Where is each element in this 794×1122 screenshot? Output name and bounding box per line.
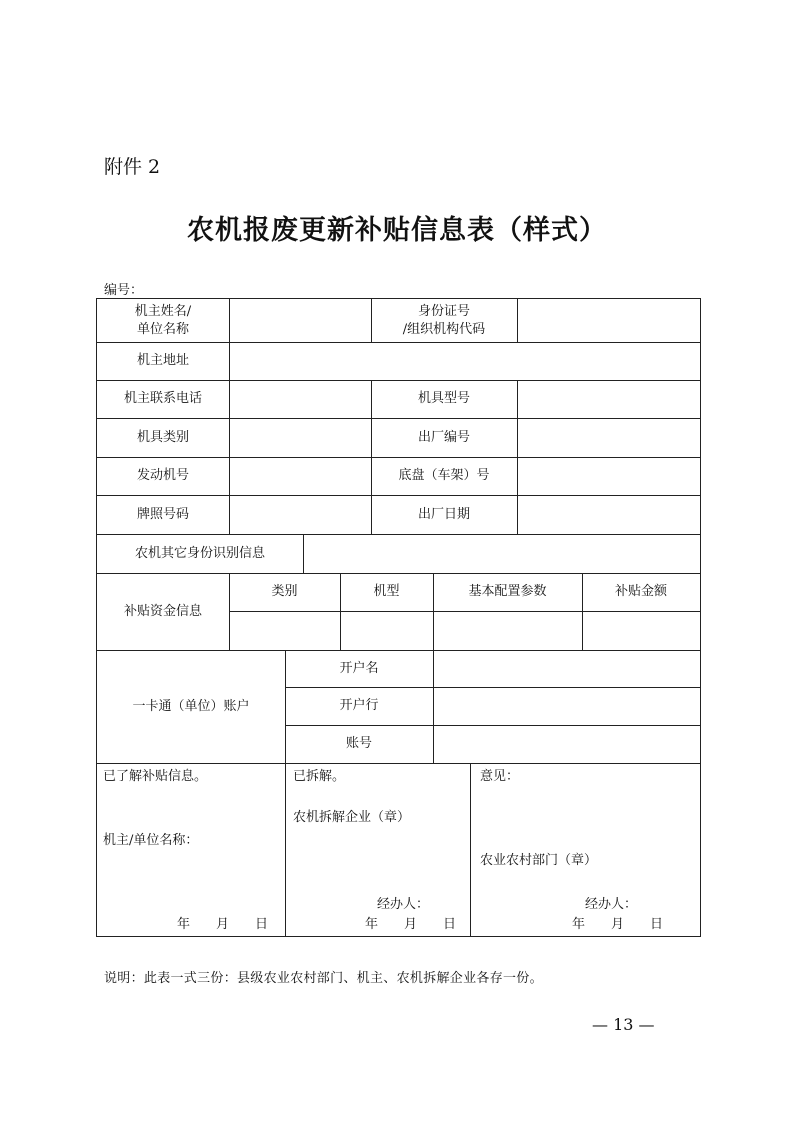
subsidy-model-field[interactable]: [340, 611, 433, 650]
subsidy-info-form: [96, 298, 701, 937]
subsidy-header-config: 基本配置参数: [468, 584, 547, 599]
owner-name-field[interactable]: [229, 299, 371, 342]
account-name-label: 开户名: [339, 660, 379, 676]
engine-number-label: 发动机号: [136, 468, 189, 483]
serial-number-label: 编号：: [104, 283, 144, 298]
form-title: 农机报废更新补贴信息表（样式）: [187, 215, 607, 246]
engine-number-field[interactable]: [229, 457, 371, 495]
owner-statement: 已了解补贴信息。: [103, 769, 208, 784]
owner-name-sign-label: 机主/单位名称：: [103, 833, 199, 848]
account-name-field[interactable]: [433, 650, 700, 687]
page-number: — 13 —: [592, 1015, 655, 1034]
dismantler-statement: 已拆解。: [293, 769, 346, 784]
dismantler-handler: 经办人：: [377, 897, 430, 912]
plate-number-field[interactable]: [229, 495, 371, 534]
account-number-label: 账号: [345, 736, 372, 751]
machine-category-label: 机具类别: [136, 429, 189, 445]
owner-name-label: 机主姓名/ 单位名称: [134, 303, 192, 337]
other-id-info-label: 农机其它身份识别信息: [134, 545, 265, 561]
factory-number-field[interactable]: [517, 418, 700, 457]
form-note: 说明：此表一式三份：县级农业农村部门、机主、农机拆解企业各存一份。: [104, 971, 543, 986]
bank-label: 开户行: [339, 698, 379, 713]
plate-number-label: 牌照号码: [136, 506, 189, 522]
row-divider: [97, 763, 700, 764]
subsidy-amount-field[interactable]: [582, 611, 700, 650]
chassis-number-label: 底盘（车架）号: [398, 468, 490, 483]
attachment-label: 附件 2: [104, 156, 161, 178]
column-divider: [470, 763, 471, 936]
subsidy-header-amount: 补贴金额: [614, 584, 667, 599]
agri-dept-statement: 意见：: [480, 769, 520, 784]
owner-phone-field[interactable]: [229, 380, 371, 418]
agri-dept-label: 农业农村部门（章）: [480, 853, 598, 868]
machine-model-label: 机具型号: [417, 391, 470, 406]
agri-dept-sign-date: 年 月 日: [572, 917, 664, 932]
dismantler-sign-date: 年 月 日: [365, 917, 457, 932]
subsidy-info-label: 补贴资金信息: [123, 603, 202, 619]
id-number-field[interactable]: [517, 299, 700, 342]
other-id-info-field[interactable]: [303, 534, 700, 573]
dismantler-company-label: 农机拆解企业（章）: [293, 810, 411, 825]
machine-model-field[interactable]: [517, 380, 700, 418]
factory-number-label: 出厂编号: [417, 429, 470, 445]
factory-date-field[interactable]: [517, 495, 700, 534]
bank-field[interactable]: [433, 687, 700, 725]
subsidy-config-field[interactable]: [433, 611, 582, 650]
agri-dept-handler: 经办人：: [585, 897, 638, 912]
owner-sign-date: 年 月 日: [177, 917, 269, 932]
owner-address-field[interactable]: [229, 342, 700, 380]
subsidy-header-category: 类别: [271, 584, 298, 599]
subsidy-category-field[interactable]: [229, 611, 340, 650]
column-divider: [285, 763, 286, 936]
account-number-field[interactable]: [433, 725, 700, 763]
machine-category-field[interactable]: [229, 418, 371, 457]
id-number-label: 身份证号 /组织机构代码: [402, 303, 486, 337]
factory-date-label: 出厂日期: [417, 506, 470, 522]
subsidy-header-model: 机型: [373, 584, 400, 599]
owner-phone-label: 机主联系电话: [123, 391, 202, 406]
chassis-number-field[interactable]: [517, 457, 700, 495]
owner-address-label: 机主地址: [136, 353, 189, 368]
account-label: 一卡通（单位）账户: [132, 698, 250, 714]
